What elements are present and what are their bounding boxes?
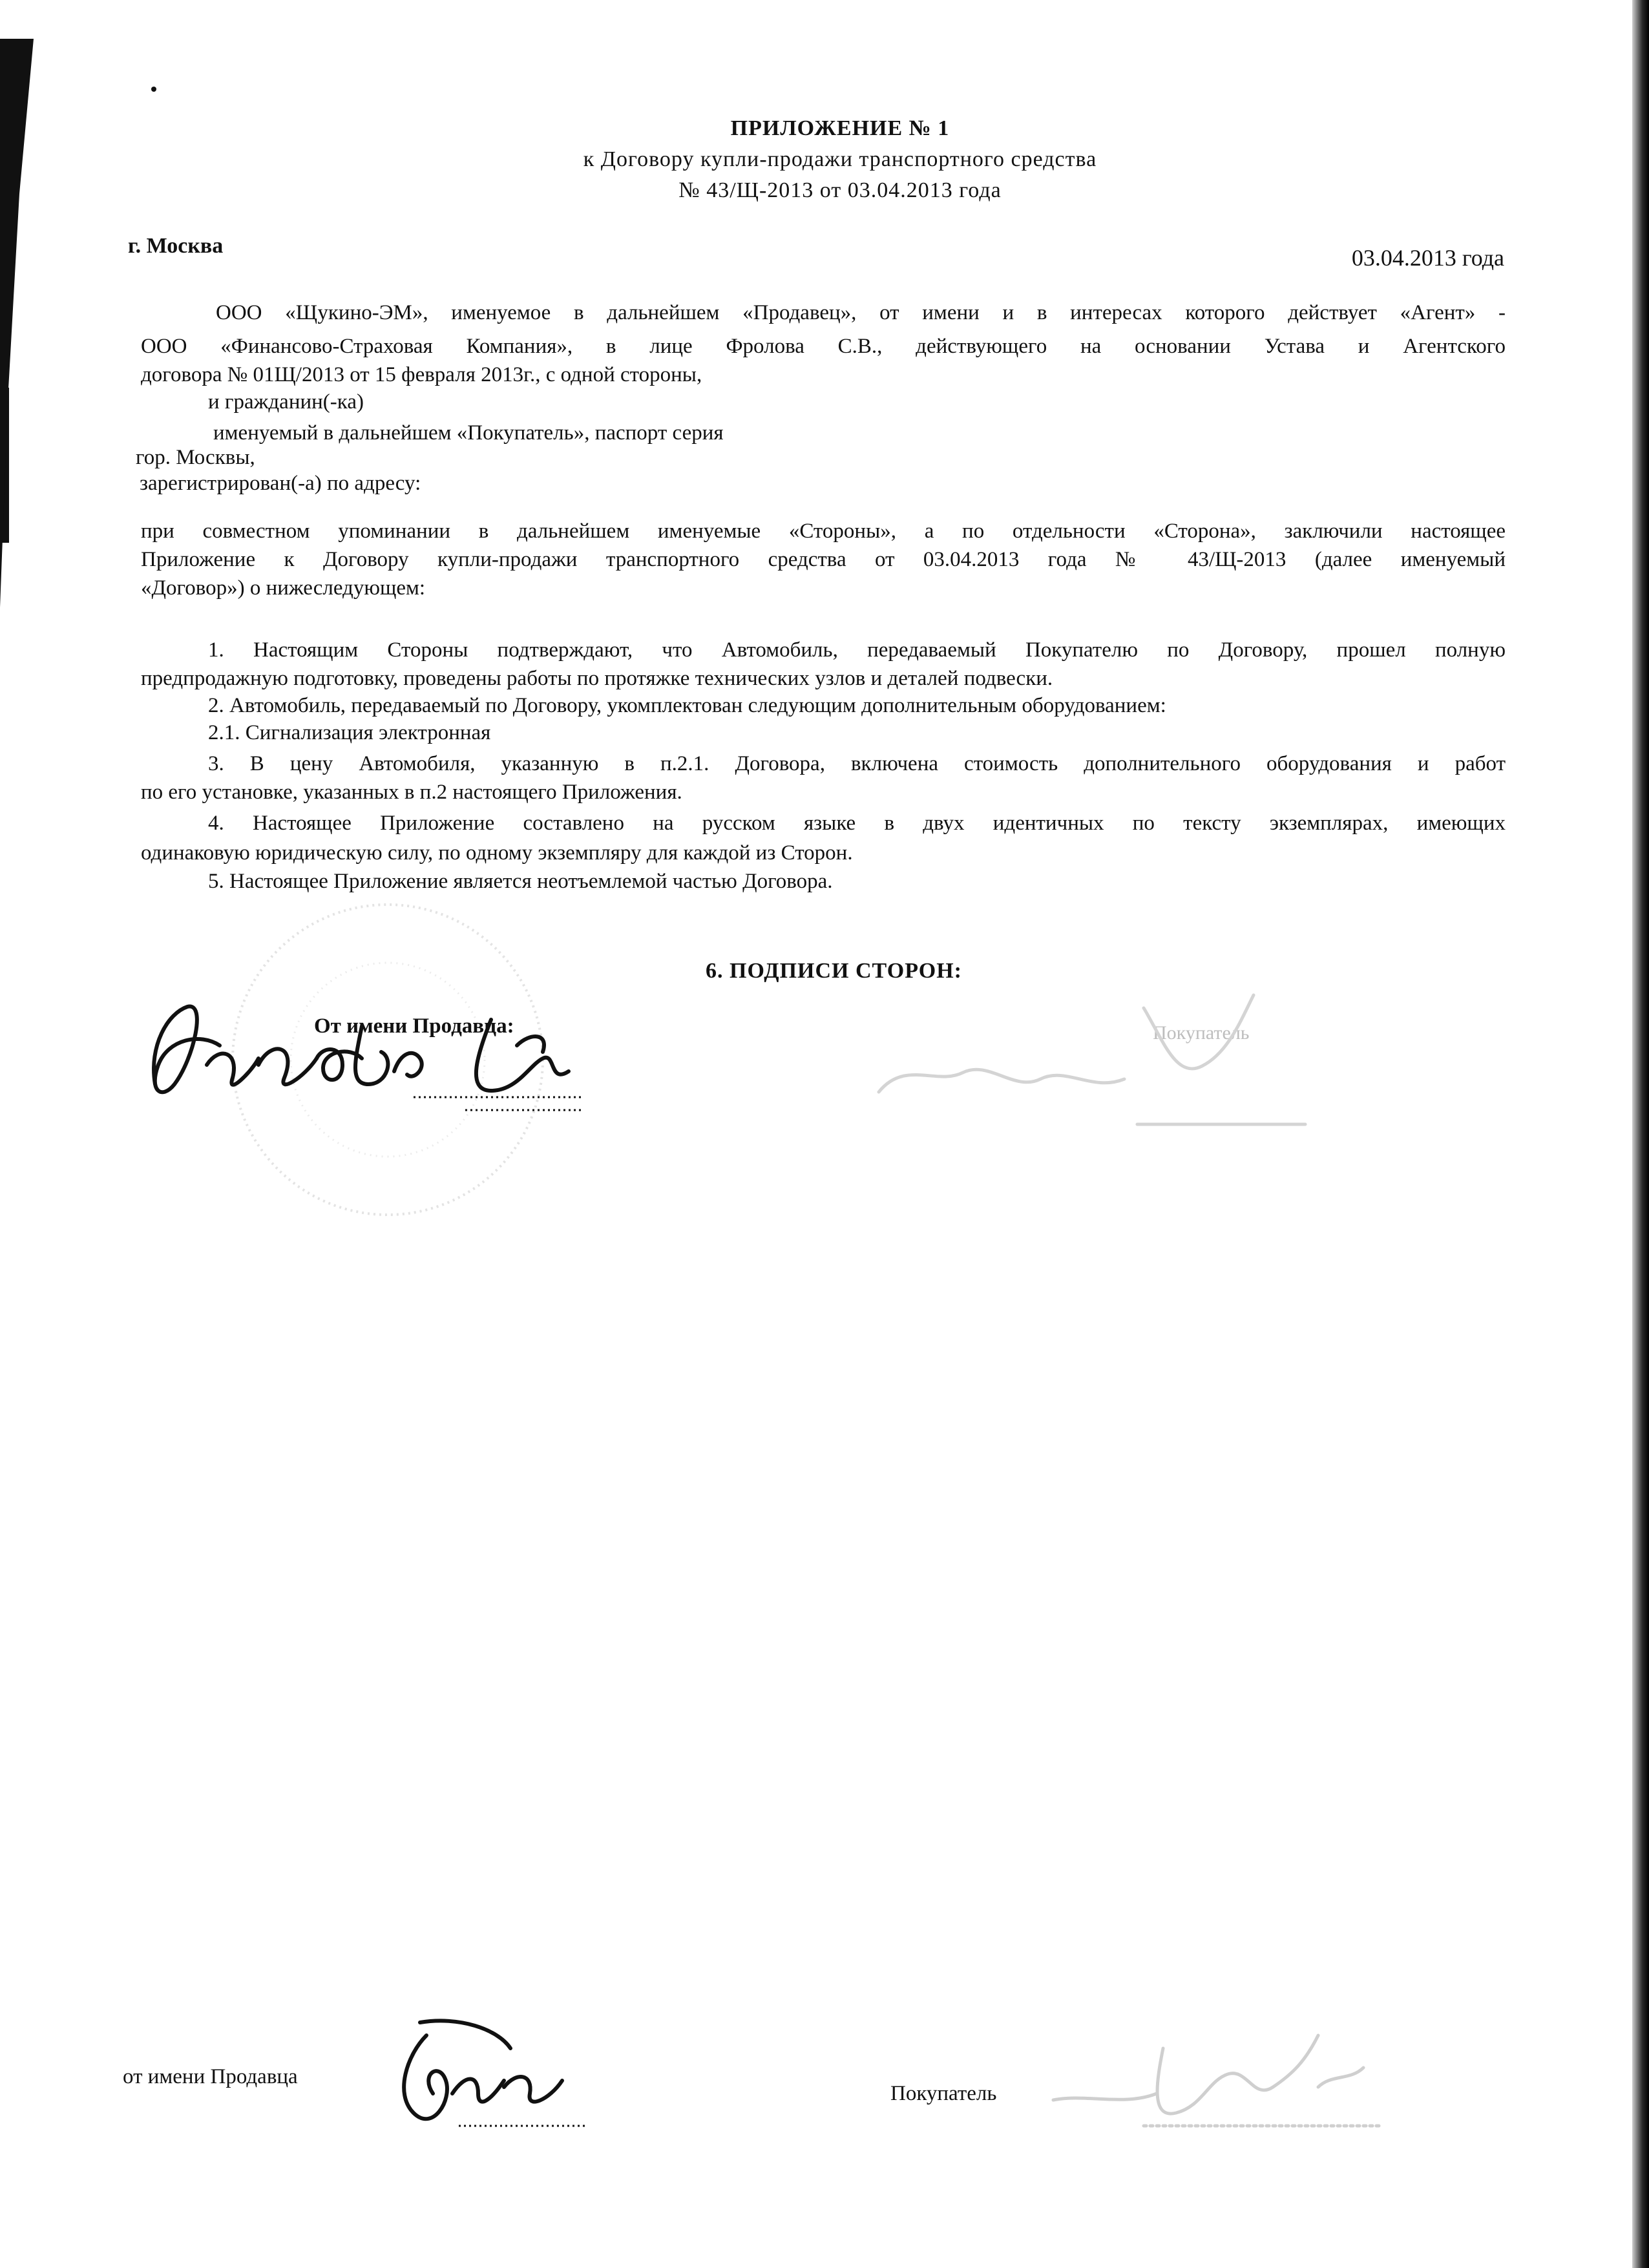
preamble-line: зарегистрирован(-а) по адресу: [140,472,421,495]
clause-line: 4. Настоящее Приложение составлено на русском языке в двух идентичных по тексту экземплярах, имеющих [208,812,1506,835]
clause-line: предпродажную подготовку, проведены работы по протяжке технических узлов и деталей подвески. [141,667,1053,690]
contract-reference: № 43/Щ-2013 от 03.04.2013 года [678,178,1002,202]
bottom-seller-signature [381,2010,588,2139]
bottom-buyer-label: Покупатель [890,2082,997,2105]
scan-dot [151,87,156,92]
buyer-faint-signature [866,982,1318,1137]
preamble-line: и гражданин(-ка) [208,390,364,414]
clause-line: 1. Настоящим Стороны подтверждают, что Автомобиль, передаваемый Покупателю по Договору, прошел полную [208,638,1506,662]
preamble-line: ООО «Щукино-ЭМ», именуемое в дальнейшем «Продавец», от имени и в интересах которого действует «Агент» - [216,301,1506,324]
scan-edge-shadow [1632,0,1649,2268]
preamble-line: ООО «Финансово-Страховая Компания», в лице Фролова С.В., действующего на основании Устава и Агентского [141,335,1506,358]
preamble-line: Приложение к Договору купли-продажи транспортного средства от 03.04.2013 года № 43/Щ-2013 (далее именуемый [141,548,1506,571]
scan-left-shadow [0,39,39,620]
bottom-buyer-signature [1047,2010,1409,2139]
preamble-line: именуемый в дальнейшем «Покупатель», паспорт серия [213,421,724,445]
clause-line: 2.1. Сигнализация электронная [208,721,491,744]
seller-label: От имени Продавца: [314,1014,514,1038]
clause-line: одинаковую юридическую силу, по одному экземпляру для каждой из Сторон. [141,841,853,865]
signatures-title: 6. ПОДПИСИ СТОРОН: [706,959,962,983]
preamble-line: «Договор») о нижеследующем: [141,576,426,600]
document-subtitle: к Договору купли-продажи транспортного средства [583,147,1097,171]
preamble-line: при совместном упоминании в дальнейшем именуемые «Стороны», а по отдельности «Сторона», заключили настоящее [141,520,1506,543]
buyer-label-faint: Покупатель [1153,1022,1250,1044]
bottom-seller-label: от имени Продавца [123,2065,298,2088]
clause-line: 3. В цену Автомобиля, указанную в п.2.1. Договора, включена стоимость дополнительного оборудования и работ [208,752,1506,775]
document-date: 03.04.2013 года [1351,245,1504,271]
seller-handwritten-signature [129,987,594,1117]
place-of-signing: г. Москва [128,234,224,258]
preamble-line: гор. Москвы, [136,446,255,469]
clause-line: 5. Настоящее Приложение является неотъемлемой частью Договора. [208,870,833,893]
clause-line: 2. Автомобиль, передаваемый по Договору, укомплектован следующим дополнительным оборудованием: [208,694,1166,717]
document-title: ПРИЛОЖЕНИЕ № 1 [730,116,950,140]
clause-line: по его установке, указанных в п.2 настоящего Приложения. [141,781,682,804]
preamble-line: договора № 01Щ/2013 от 15 февраля 2013г., с одной стороны, [141,363,702,386]
